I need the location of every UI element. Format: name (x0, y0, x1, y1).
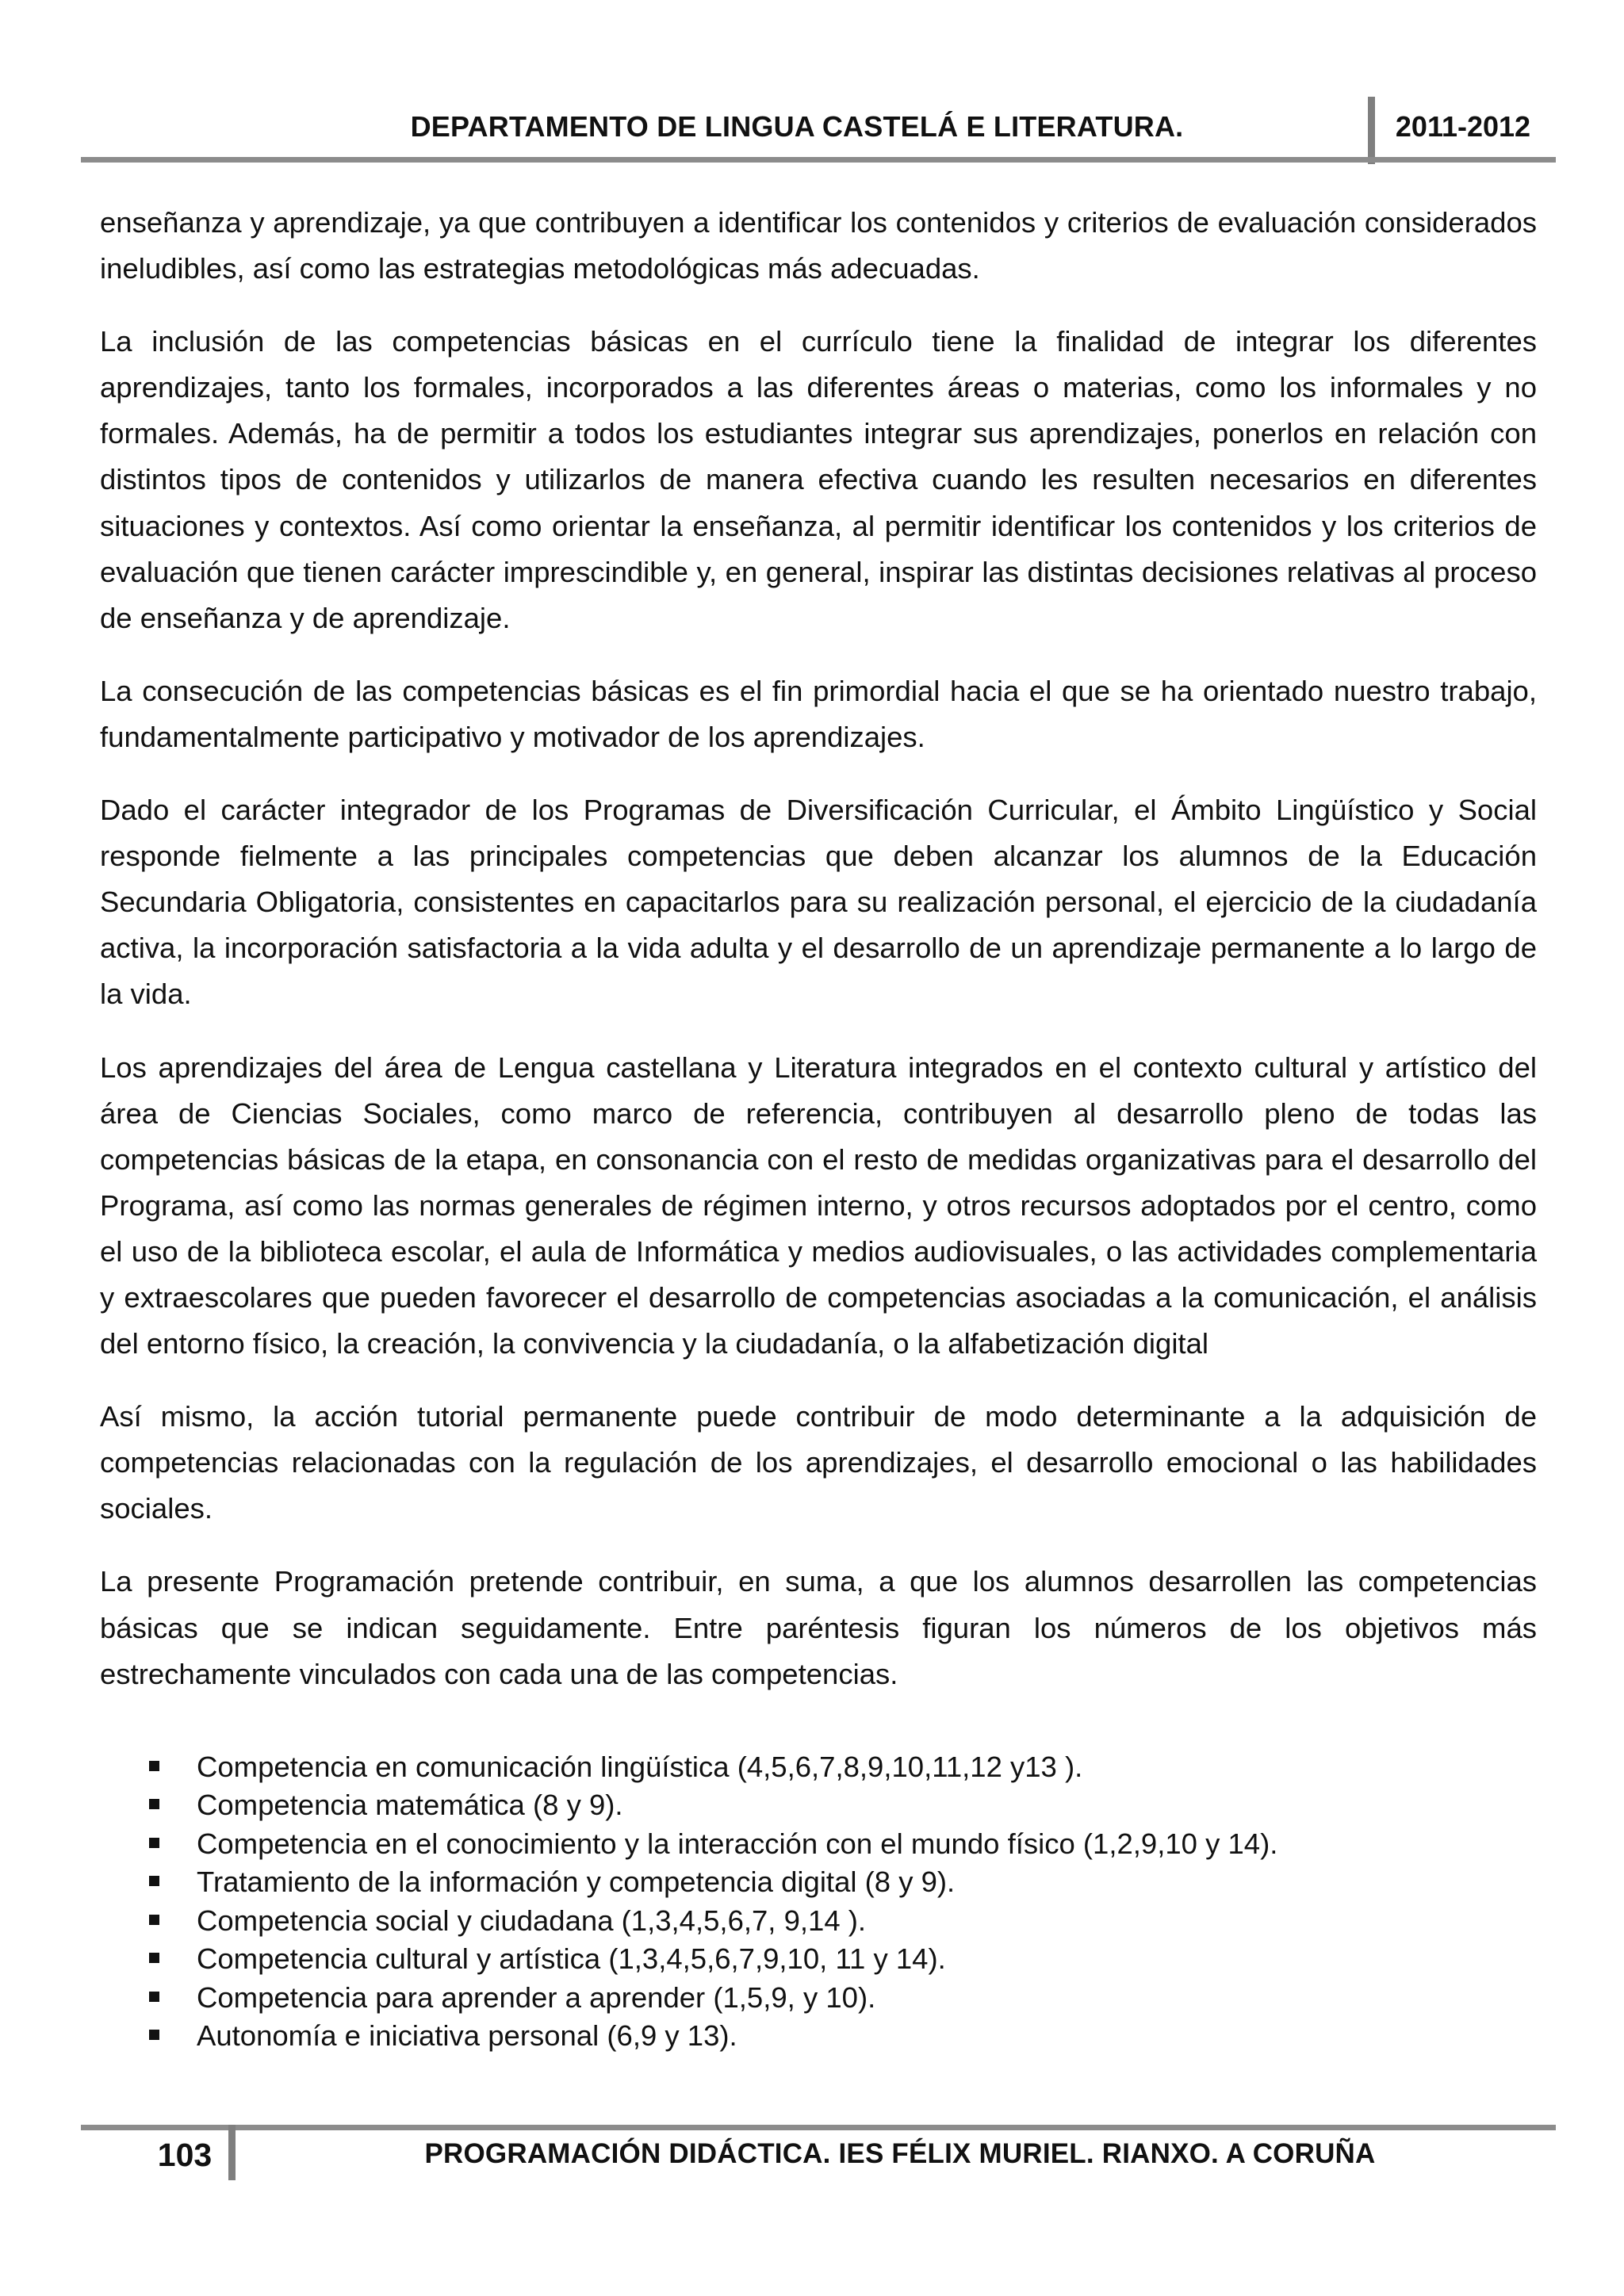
list-item (100, 2017, 1537, 2056)
header-divider (1368, 97, 1375, 164)
header-year: 2011-2012 (1395, 110, 1531, 143)
paragraph: Dado el carácter integrador de los Programas de Diversificación Curricular, el Ámbito Lingüístico y Social responde fielmente a las principales competencias que deben alcanzar los alumnos de la Educación Secundaria Obligatoria, consistentes en capacitarlos para su realización personal, el ejercicio de la ciudadanía activa, la incorporación satisfactoria a la vida adulta y el desarrollo de un aprendizaje permanente a lo largo de la vida. (100, 794, 1537, 1011)
list-item (100, 1825, 1537, 1864)
list-item-text: Competencia en comunicación lingüística (4,5,6,7,8,9,10,11,12 y13 ). (197, 1750, 1083, 1783)
list-item (100, 1902, 1537, 1941)
footer-rule (81, 2125, 1556, 2130)
header-title: DEPARTAMENTO DE LINGUA CASTELÁ E LITERATURA. (410, 110, 1184, 143)
square-bullet-icon (149, 1761, 159, 1771)
list-item (100, 1863, 1537, 1902)
square-bullet-icon (149, 2030, 159, 2040)
header-rule (81, 157, 1556, 163)
document-body (100, 200, 1537, 2056)
paragraph: La presente Programación pretende contribuir, en suma, a que los alumnos desarrollen las competencias básicas que se indican seguidamente. Entre paréntesis figuran los números de los objetivos más estrechamente vinculados con cada una de las competencias. (100, 1565, 1537, 1690)
paragraph: La inclusión de las competencias básicas en el currículo tiene la finalidad de integrar los diferentes aprendizajes, tanto los formales, incorporados a las diferentes áreas o materias, como los informales y no formales. Además, ha de permitir a todos los estudiantes integrar sus aprendizajes, ponerlos en relación con distintos tipos de contenidos y utilizarlos de manera efectiva cuando les resulten necesarios en diferentes situaciones y contextos. Así como orientar la enseñanza, al permitir identificar los contenidos y los criterios de evaluación que tienen carácter imprescindible y, en general, inspirar las distintas decisiones relativas al proceso de enseñanza y de aprendizaje. (100, 325, 1537, 634)
list-item (100, 1940, 1537, 1979)
paragraph: La consecución de las competencias básicas es el fin primordial hacia el que se ha orientado nuestro trabajo, fundamentalmente participativo y motivador de los aprendizajes. (100, 674, 1537, 753)
footer-divider (228, 2125, 236, 2180)
list-item (100, 1748, 1537, 1787)
page-number: 103 (157, 2137, 213, 2173)
list-item-text: Competencia matemática (8 y 9). (197, 1789, 623, 1822)
list-item-text: Autonomía e iniciativa personal (6,9 y 13). (197, 2019, 737, 2053)
footer-title: PROGRAMACIÓN DIDÁCTICA. IES FÉLIX MURIEL. RIANXO. A CORUÑA (424, 2138, 1376, 2169)
competencias-list (100, 1748, 1537, 2056)
list-item (100, 1979, 1537, 2018)
list-item-text: Competencia cultural y artística (1,3,4,5,6,7,9,10, 11 y 14). (197, 1942, 946, 1976)
list-item (100, 1786, 1537, 1825)
paragraph: enseñanza y aprendizaje, ya que contribuyen a identificar los contenidos y criterios de evaluación considerados ineludibles, así como las estrategias metodológicas más adecuadas. (100, 206, 1537, 285)
square-bullet-icon (149, 1992, 159, 2002)
paragraph: Los aprendizajes del área de Lengua castellana y Literatura integrados en el contexto cultural y artístico del área de Ciencias Sociales, como marco de referencia, contribuyen al desarrollo pleno de todas las competencias básicas de la etapa, en consonancia con el resto de medidas organizativas para el desarrollo del Programa, así como las normas generales de régimen interno, y otros recursos adoptados por el centro, como el uso de la biblioteca escolar, el aula de Informática y medios audiovisuales, o las actividades complementaria y extraescolares que pueden favorecer el desarrollo de competencias asociadas a la comunicación, el análisis del entorno físico, la creación, la convivencia y la ciudadanía, o la alfabetización digital (100, 1050, 1537, 1360)
square-bullet-icon (149, 1876, 159, 1886)
paragraph: Así mismo, la acción tutorial permanente puede contribuir de modo determinante a la adquisición de competencias relacionadas con la regulación de los aprendizajes, el desarrollo emocional o las habilidades sociales. (100, 1400, 1537, 1525)
list-item-text: Tratamiento de la información y competencia digital (8 y 9). (197, 1866, 956, 1899)
square-bullet-icon (149, 1838, 159, 1848)
list-item-text: Competencia social y ciudadana (1,3,4,5,6,7, 9,14 ). (197, 1904, 867, 1937)
square-bullet-icon (149, 1953, 159, 1963)
square-bullet-icon (149, 1915, 159, 1925)
list-item-text: Competencia para aprender a aprender (1,5,9, y 10). (197, 1980, 876, 2014)
square-bullet-icon (149, 1799, 159, 1809)
list-item-text: Competencia en el conocimiento y la interacción con el mundo físico (1,2,9,10 y 14). (197, 1827, 1278, 1860)
